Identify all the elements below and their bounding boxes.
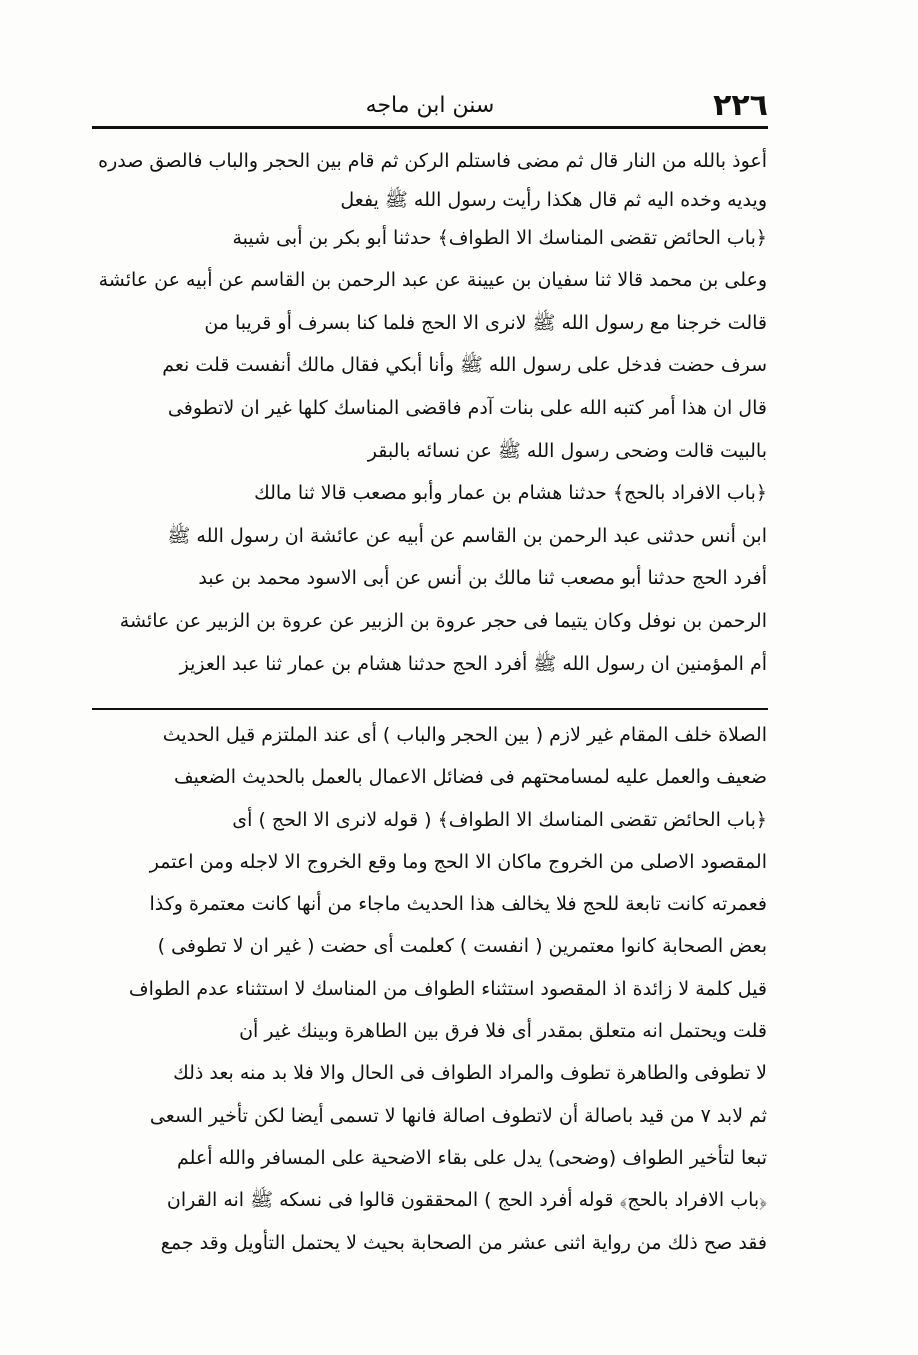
commentary-heading-line: ﴿باب الحائض تقضى المناسك الا الطواف﴾ ( قوله لانرى الا الحج ) أى bbox=[232, 808, 767, 831]
text-line: أفرد الحج حدثنا أبو مصعب ثنا مالك بن أنس عن أبى الاسود محمد بن عبد bbox=[198, 567, 767, 590]
page-header bbox=[92, 86, 768, 126]
commentary-line: لا تطوفى والطاهرة تطوف والمراد الطواف فى الحال والا فلا بد منه بعد ذلك bbox=[173, 1062, 767, 1085]
commentary-line: ضعيف والعمل عليه لمسامحتهم فى فضائل الاعمال بالعمل بالحديث الضعيف bbox=[173, 766, 767, 789]
commentary-line: قيل كلمة لا زائدة اذ المقصود استثناء الطواف من المناسك لا استثناء عدم الطواف bbox=[128, 977, 767, 1000]
text-line: بالبيت قالت وضحى رسول الله ﷺ عن نسائه بالبقر bbox=[367, 439, 767, 462]
text-line: قال ان هذا أمر كتبه الله على بنات آدم فاقضى المناسك كلها غير ان لاتطوفى bbox=[167, 396, 767, 419]
running-title: سنن ابن ماجه bbox=[365, 93, 495, 118]
commentary-text bbox=[95, 714, 767, 1264]
text-line: أعوذ بالله من النار قال ثم مضى فاستلم الركن ثم قام بين الحجر والباب فالصق صدره bbox=[98, 150, 767, 172]
chapter-heading-line: ﴿باب الافراد بالحج﴾ حدثنا هشام بن عمار وأبو مصعب قالا ثنا مالك bbox=[254, 482, 767, 505]
commentary-line: المقصود الاصلى من الخروج ماكان الا الحج وما وقع الخروج الا لاجله ومن اعتمر bbox=[149, 850, 767, 873]
text-line: قالت خرجنا مع رسول الله ﷺ لانرى الا الحج فلما كنا بسرف أو قريبا من bbox=[204, 311, 767, 334]
commentary-line: بعض الصحابة كانوا معتمرين ( انفست ) كعلمت أى حضت ( غير ان لا تطوفى ) bbox=[157, 935, 767, 958]
commentary-line: فقد صح ذلك من رواية اثنى عشر من الصحابة بحيث لا يحتمل التأويل وقد جمع bbox=[160, 1231, 767, 1254]
text-line: سرف حضت فدخل على رسول الله ﷺ وأنا أبكي فقال مالك أنفست قلت نعم bbox=[162, 354, 767, 377]
text-line: أم المؤمنين ان رسول الله ﷺ أفرد الحج حدثنا هشام بن عمار ثنا عبد العزيز bbox=[179, 652, 767, 675]
text-line: ويديه وخده اليه ثم قال هكذا رأيت رسول الله ﷺ يفعل bbox=[340, 188, 767, 211]
chapter-heading-line: ﴿باب الحائض تقضى المناسك الا الطواف﴾ حدثنا أبو بكر بن أبى شيبة bbox=[232, 226, 767, 249]
commentary-line: ثم لابد ٧ من قيد باصالة أن لاتطوف اصالة فانها لا تسمى أيضا لكن تأخير السعى bbox=[149, 1104, 767, 1127]
commentary-line: تبعا لتأخير الطواف (وضحى) يدل على بقاء الاضحية على المسافر والله أعلم bbox=[176, 1146, 767, 1169]
header-rule bbox=[92, 126, 768, 129]
text-line: الرحمن بن نوفل وكان يتيما فى حجر عروة بن الزبير عن عروة بن الزبير عن عائشة bbox=[119, 609, 767, 632]
commentary-line: قلت ويحتمل انه متعلق بمقدر أى فلا فرق بين الطاهرة وبينك غير أن bbox=[239, 1020, 767, 1043]
commentary-line: الصلاة خلف المقام غير لازم ( بين الحجر والباب ) أى عند الملتزم قيل الحديث bbox=[162, 724, 767, 746]
commentary-line: فعمرته كانت تابعة للحج فلا يخالف هذا الحديث ماجاء من أنها كانت معتمرة وكذا bbox=[149, 893, 767, 916]
page-number: ٢٢٦ bbox=[713, 88, 768, 123]
commentary-divider bbox=[92, 708, 768, 710]
text-line: ابن أنس حدثنى عبد الرحمن بن القاسم عن أبيه عن عائشة ان رسول الله ﷺ bbox=[167, 524, 767, 547]
commentary-heading-line: ﴿باب الافراد بالحج﴾ قوله أفرد الحج ) المحققون قالوا فى نسكه ﷺ انه القران bbox=[166, 1189, 767, 1212]
text-line: وعلى بن محمد قالا ثنا سفيان بن عيينة عن عبد الرحمن بن القاسم عن أبيه عن عائشة bbox=[98, 269, 767, 292]
hadith-text bbox=[95, 140, 767, 685]
